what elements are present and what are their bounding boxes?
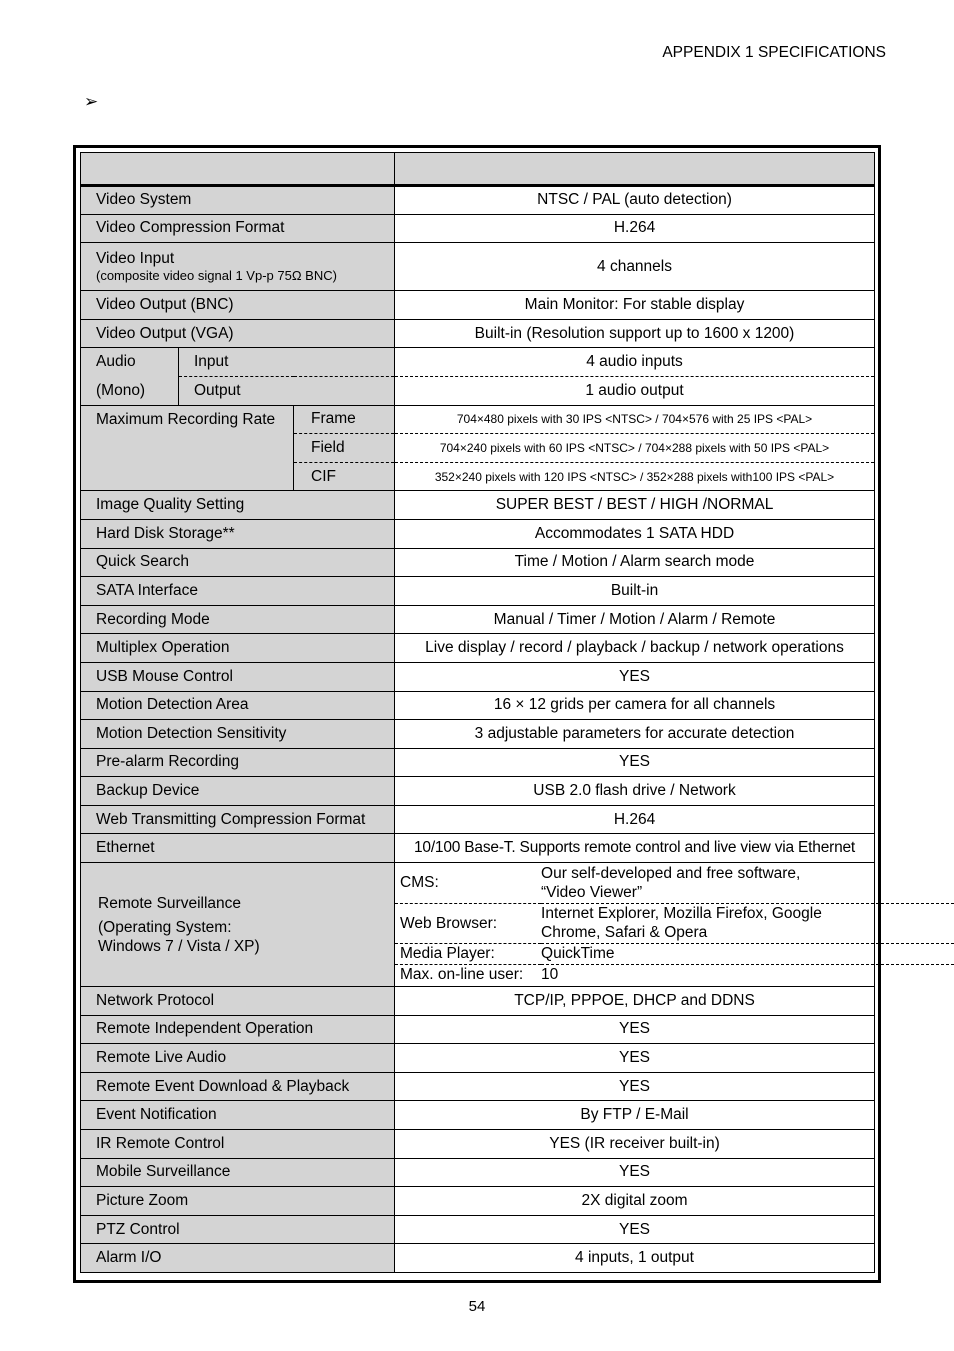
table-row <box>81 1158 875 1187</box>
row-label: Video System <box>81 186 395 215</box>
row-value: 10/100 Base-T. Supports remote control and live view via Ethernet <box>395 834 875 863</box>
audio-input-value: 4 audio inputs <box>395 348 875 377</box>
table-row <box>81 605 875 634</box>
row-value: YES <box>395 1072 875 1101</box>
row-value: YES <box>395 1015 875 1044</box>
row-value: YES <box>395 662 875 691</box>
row-label: Motion Detection Area <box>81 691 395 720</box>
table-row <box>81 491 875 520</box>
table-row <box>81 214 875 243</box>
row-value: Main Monitor: For stable display <box>395 291 875 320</box>
table-row <box>81 348 875 377</box>
table-row <box>81 376 875 405</box>
row-label: Multiplex Operation <box>81 634 395 663</box>
table-row <box>81 748 875 777</box>
audio-output-label: Output <box>179 376 395 405</box>
row-label: Video Compression Format <box>81 214 395 243</box>
row-label: Quick Search <box>81 548 395 577</box>
row-value: 4 channels <box>395 243 875 291</box>
table-row <box>81 720 875 749</box>
row-value: YES (IR receiver built-in) <box>395 1130 875 1159</box>
detail-row <box>395 964 954 985</box>
cms-value <box>541 863 954 903</box>
row-label: Video Output (BNC) <box>81 291 395 320</box>
row-label: Pre-alarm Recording <box>81 748 395 777</box>
frame-label: Frame <box>294 405 395 434</box>
row-value: Time / Motion / Alarm search mode <box>395 548 875 577</box>
cif-value: 352×240 pixels with 120 IPS <NTSC> / 352×288 pixels with100 IPS <PAL> <box>395 462 875 491</box>
row-label: Video Output (VGA) <box>81 319 395 348</box>
cms-key: CMS: <box>395 863 541 903</box>
row-label: USB Mouse Control <box>81 662 395 691</box>
row-label: Alarm I/O <box>81 1244 395 1273</box>
remote-surveillance-label: Remote Surveillance <box>98 894 242 912</box>
detail-row <box>395 943 954 964</box>
cms-value-line-2: “Video Viewer” <box>541 883 643 901</box>
cms-value-line-1: Our self-developed and free software, <box>541 864 801 882</box>
table-row <box>81 691 875 720</box>
row-label: IR Remote Control <box>81 1130 395 1159</box>
row-label: Motion Detection Sensitivity <box>81 720 395 749</box>
row-value: 2X digital zoom <box>395 1187 875 1216</box>
os-line-2: Windows 7 / Vista / XP) <box>98 937 260 955</box>
row-value: 16 × 12 grids per camera for all channels <box>395 691 875 720</box>
row-value: H.264 <box>395 214 875 243</box>
row-value: Built-in <box>395 577 875 606</box>
max-online-user-value: 10 <box>541 966 559 984</box>
table-row <box>81 863 875 987</box>
row-label: Recording Mode <box>81 605 395 634</box>
row-label: Remote Live Audio <box>81 1044 395 1073</box>
specifications-table <box>80 152 874 1273</box>
video-input-note: (composite video signal 1 Vp-p 75Ω BNC) <box>96 267 337 283</box>
field-value: 704×240 pixels with 60 IPS <NTSC> / 704×288 pixels with 50 IPS <PAL> <box>395 434 875 463</box>
row-label: Picture Zoom <box>81 1187 395 1216</box>
row-label: Event Notification <box>81 1101 395 1130</box>
row-label: Remote Independent Operation <box>81 1015 395 1044</box>
web-browser-value-line-1: Internet Explorer, Mozilla Firefox, Google <box>541 905 822 923</box>
web-browser-value-line-2: Chrome, Safari & Opera <box>541 924 708 942</box>
arrow-bullet-icon: ➢ <box>84 92 99 111</box>
table-row <box>81 405 875 434</box>
row-value: YES <box>395 1215 875 1244</box>
header-cell-right <box>395 153 875 186</box>
table-row <box>81 777 875 806</box>
table-row <box>81 519 875 548</box>
cif-label: CIF <box>294 462 395 491</box>
section-header: APPENDIX 1 SPECIFICATIONS <box>662 44 886 61</box>
row-value: YES <box>395 1044 875 1073</box>
row-label: Image Quality Setting <box>81 491 395 520</box>
row-value: 3 adjustable parameters for accurate detection <box>395 720 875 749</box>
table-row <box>81 291 875 320</box>
row-value: Accommodates 1 SATA HDD <box>395 519 875 548</box>
table-row <box>81 634 875 663</box>
table-row <box>81 548 875 577</box>
row-label: Backup Device <box>81 777 395 806</box>
os-line-1: (Operating System: <box>98 918 232 936</box>
row-value: Built-in (Resolution support up to 1600 x 1200) <box>395 319 875 348</box>
row-value: YES <box>395 748 875 777</box>
row-value: Live display / record / playback / backup / network operations <box>395 634 875 663</box>
audio-input-label: Input <box>179 348 395 377</box>
table-row <box>81 805 875 834</box>
row-label: SATA Interface <box>81 577 395 606</box>
table-row <box>81 1044 875 1073</box>
row-label: Hard Disk Storage** <box>81 519 395 548</box>
table-row <box>81 1015 875 1044</box>
table-row <box>81 662 875 691</box>
table-row <box>81 1244 875 1273</box>
row-label: PTZ Control <box>81 1215 395 1244</box>
row-label: Network Protocol <box>81 987 395 1016</box>
frame-value: 704×480 pixels with 30 IPS <NTSC> / 704×576 with 25 IPS <PAL> <box>395 405 875 434</box>
media-player-value: QuickTime <box>541 943 954 964</box>
table-row <box>81 987 875 1016</box>
table-row <box>81 1215 875 1244</box>
audio-label-bottom: (Mono) <box>81 376 179 405</box>
table-row <box>81 243 875 291</box>
row-value: SUPER BEST / BEST / HIGH /NORMAL <box>395 491 875 520</box>
table-row <box>81 186 875 215</box>
row-value: TCP/IP, PPPOE, DHCP and DDNS <box>395 987 875 1016</box>
remote-surveillance-label-cell <box>81 863 395 987</box>
row-value: USB 2.0 flash drive / Network <box>395 777 875 806</box>
web-browser-key: Web Browser: <box>395 903 541 943</box>
row-label: Ethernet <box>81 834 395 863</box>
max-online-user-key: Max. on-line user: <box>400 966 524 984</box>
remote-details-table <box>395 863 954 985</box>
field-label: Field <box>294 434 395 463</box>
audio-output-value: 1 audio output <box>395 376 875 405</box>
header-cell-left <box>81 153 395 186</box>
row-value: By FTP / E-Mail <box>395 1101 875 1130</box>
web-browser-value <box>541 903 954 943</box>
row-value: Manual / Timer / Motion / Alarm / Remote <box>395 605 875 634</box>
table-row <box>81 1101 875 1130</box>
row-value: YES <box>395 1158 875 1187</box>
table-row <box>81 834 875 863</box>
row-label <box>81 243 395 291</box>
detail-row <box>395 903 954 943</box>
table-row <box>81 319 875 348</box>
recording-rate-label: Maximum Recording Rate <box>81 405 294 491</box>
row-label: Mobile Surveillance <box>81 1158 395 1187</box>
table-row <box>81 1130 875 1159</box>
row-label: Web Transmitting Compression Format <box>81 805 395 834</box>
table-header-row <box>81 153 875 186</box>
video-input-label: Video Input <box>96 249 175 267</box>
media-player-key: Media Player: <box>395 943 541 964</box>
row-value: 4 inputs, 1 output <box>395 1244 875 1273</box>
table-row <box>81 577 875 606</box>
remote-surveillance-details <box>395 863 875 987</box>
row-value: NTSC / PAL (auto detection) <box>395 186 875 215</box>
table-row <box>81 1187 875 1216</box>
audio-label-top: Audio <box>81 348 179 377</box>
page-number: 54 <box>468 1298 486 1315</box>
row-label: Remote Event Download & Playback <box>81 1072 395 1101</box>
table-row <box>81 1072 875 1101</box>
row-value: H.264 <box>395 805 875 834</box>
detail-row <box>395 863 954 903</box>
